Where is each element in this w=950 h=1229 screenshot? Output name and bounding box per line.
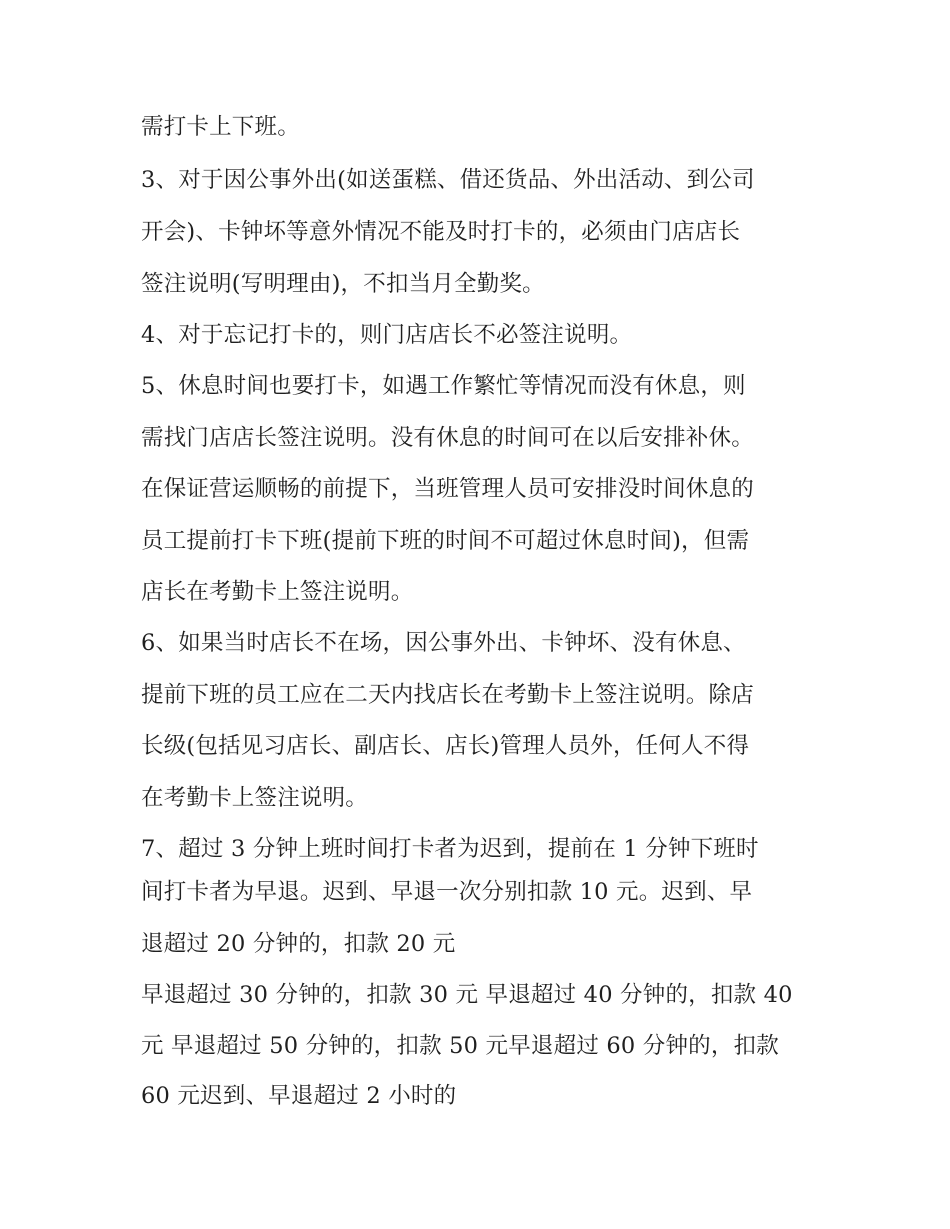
- text-line: 在保证营运顺畅的前提下，当班管理人员可安排没时间休息的: [141, 476, 754, 502]
- text-line: 间打卡者为早退。迟到、早退一次分别扣款 10 元。迟到、早: [141, 879, 753, 905]
- text-line: 退超过 20 分钟的，扣款 20 元: [141, 931, 456, 957]
- text-line: 需找门店店长签注说明。没有休息的时间可在以后安排补休。: [141, 425, 754, 451]
- text-line: 6、如果当时店长不在场，因公事外出、卡钟坏、没有休息、: [141, 630, 746, 656]
- text-line: 早退超过 30 分钟的，扣款 30 元 早退超过 40 分钟的，扣款 40: [141, 982, 793, 1008]
- text-line: 4、对于忘记打卡的，则门店店长不必签注说明。: [141, 322, 633, 348]
- text-line: 需打卡上下班。: [141, 114, 300, 140]
- text-line: 在考勤卡上签注说明。: [141, 785, 369, 811]
- text-line: 开会)、卡钟坏等意外情况不能及时打卡的，必须由门店店长: [141, 219, 741, 245]
- text-line: 3、对于因公事外出(如送蛋糕、借还货品、外出活动、到公司: [141, 167, 755, 193]
- text-line: 店长在考勤卡上签注说明。: [141, 579, 414, 605]
- text-line: 提前下班的员工应在二天内找店长在考勤卡上签注说明。除店: [141, 682, 754, 708]
- text-line: 长级(包括见习店长、副店长、店长)管理人员外，任何人不得: [141, 733, 750, 759]
- text-line: 元 早退超过 50 分钟的，扣款 50 元早退超过 60 分钟的，扣款: [141, 1033, 779, 1059]
- text-line: 员工提前打卡下班(提前下班的时间不可超过休息时间)，但需: [141, 528, 750, 554]
- text-line: 5、休息时间也要打卡，如遇工作繁忙等情况而没有休息，则: [141, 373, 746, 399]
- text-line: 签注说明(写明理由)，不扣当月全勤奖。: [141, 271, 545, 297]
- text-line: 7、超过 3 分钟上班时间打卡者为迟到，提前在 1 分钟下班时: [141, 836, 759, 862]
- text-line: 60 元迟到、早退超过 2 小时的: [141, 1083, 457, 1109]
